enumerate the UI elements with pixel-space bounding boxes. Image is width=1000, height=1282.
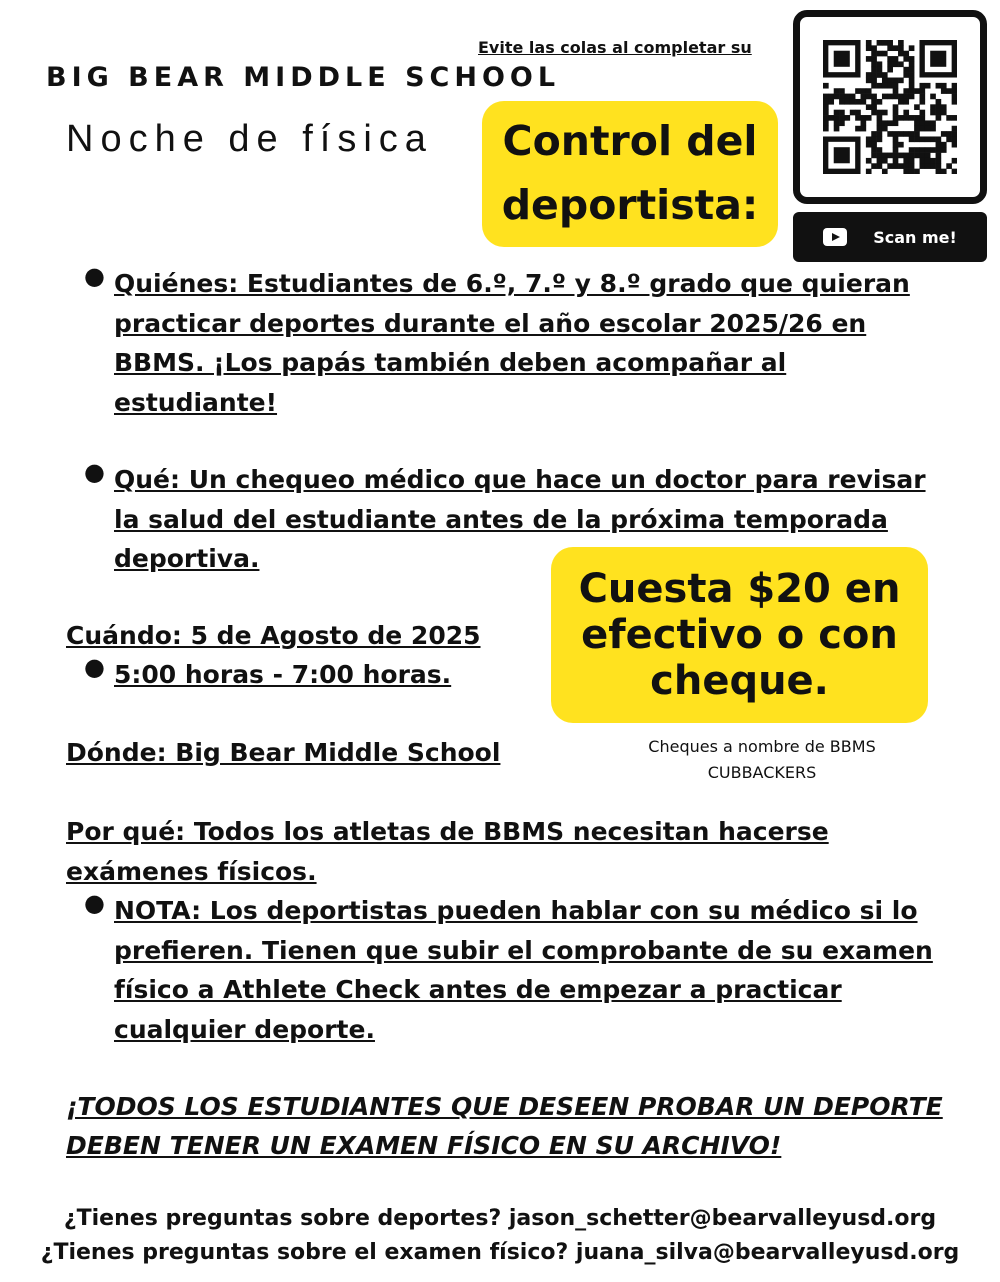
time-text: 5:00 horas - 7:00 horas.: [114, 660, 452, 689]
scan-me-button[interactable]: [793, 212, 987, 262]
youtube-play-icon: [823, 228, 847, 246]
cheques-line-2: CUBBACKERS: [707, 763, 817, 782]
qr-note: Evite las colas al completar su: [478, 38, 752, 57]
school-name: BIG BEAR MIDDLE SCHOOL: [46, 62, 561, 93]
bullet-icon: ●: [84, 262, 105, 290]
page-title: Control del deportista:: [501, 117, 759, 229]
qr-code[interactable]: [793, 10, 987, 204]
reminder-text: ¡TODOS LOS ESTUDIANTES QUE DESEEN PROBAR UN DEPORTE DEBEN TENER UN EXAMEN FÍSICO EN SU ARCHIVO!: [66, 1092, 943, 1160]
event-name: Noche de física: [66, 118, 433, 160]
title-box: [482, 101, 778, 247]
cost-text: Cuesta $20 en efectivo o con cheque.: [578, 566, 901, 704]
qr-code-icon: [823, 40, 957, 174]
what-text: Qué: Un chequeo médico que hace un doctor para revisar la salud del estudiante antes de la próxima temporada deportiva.: [114, 465, 926, 573]
bullet-icon: ●: [84, 653, 105, 681]
note-text: NOTA: Los deportistas pueden hablar con su médico si lo prefieren. Tienen que subir el comprobante de su examen físico a Athlete Check antes de empezar a practicar cualquier deporte.: [114, 896, 933, 1044]
cheques-payee: [612, 734, 912, 786]
who-text: Quiénes: Estudiantes de 6.º, 7.º y 8.º grado que quieran practicar deportes durante el año escolar 2025/26 en BBMS. ¡Los papás también deben acompañar al estudiante!: [114, 269, 910, 417]
scan-me-label: Scan me!: [873, 227, 957, 247]
bullet-icon: ●: [84, 889, 105, 917]
contact-sports: ¿Tienes preguntas sobre deportes? jason_schetter@bearvalleyusd.org: [63, 1206, 937, 1231]
contact-physical: ¿Tienes preguntas sobre el examen físico? juana_silva@bearvalleyusd.org: [40, 1240, 960, 1265]
why-text: Por qué: Todos los atletas de BBMS necesitan hacerse exámenes físicos.: [66, 817, 829, 886]
bullet-icon: ●: [84, 458, 105, 486]
when-text: Cuándo: 5 de Agosto de 2025: [66, 621, 481, 650]
cheques-line-1: Cheques a nombre de BBMS: [648, 737, 876, 756]
where-text: Dónde: Big Bear Middle School: [66, 738, 501, 767]
cost-box: [551, 547, 928, 723]
